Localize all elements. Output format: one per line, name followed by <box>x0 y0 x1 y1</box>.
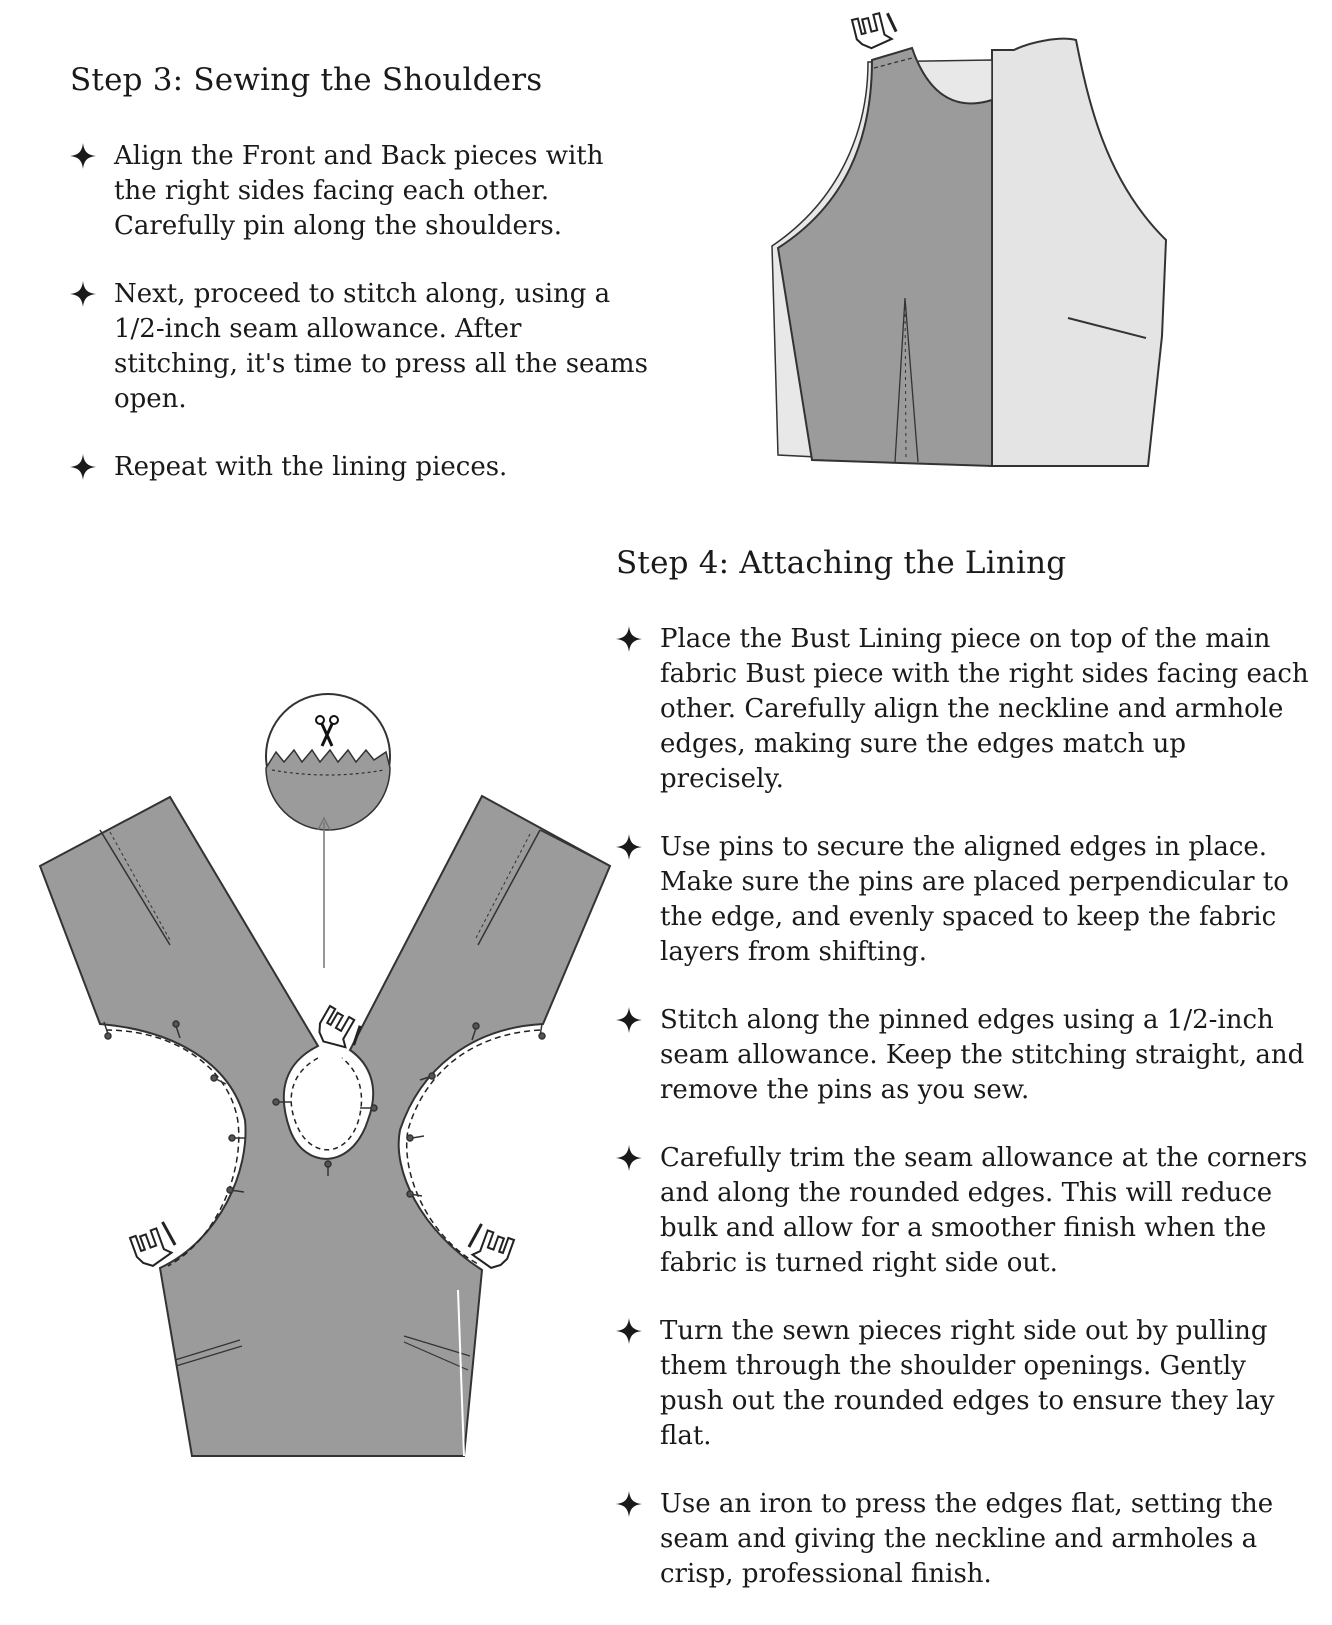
list-item <box>616 830 1316 970</box>
four-point-star-icon <box>616 1007 642 1033</box>
lining-attach-illustration <box>30 680 630 1470</box>
list-item <box>70 139 650 244</box>
step-text: Next, proceed to stitch along, using a 1/2-inch seam allowance. After stitching, it's time to press all the seams open. <box>114 279 648 414</box>
four-point-star-icon <box>616 1145 642 1171</box>
list-item <box>616 1314 1316 1454</box>
step-text: Turn the sewn pieces right side out by pulling them through the shoulder openings. Gently push out the rounded edges to ensure they lay flat. <box>660 1316 1275 1451</box>
list-item <box>616 1141 1316 1281</box>
list-item <box>70 277 650 417</box>
four-point-star-icon <box>616 1318 642 1344</box>
presser-foot-icon <box>852 10 899 51</box>
list-item <box>616 1487 1316 1592</box>
step-text: Repeat with the lining pieces. <box>114 452 508 482</box>
four-point-star-icon <box>70 454 96 480</box>
step-text: Place the Bust Lining piece on top of the main fabric Bust piece with the right sides facing each other. Carefully align the neckline and armhole edges, making sure the edges match up precisely. <box>660 624 1309 794</box>
step-text: Carefully trim the seam allowance at the corners and along the rounded edges. This will reduce bulk and allow for a smoother finish when the fabric is turned right side out. <box>660 1143 1308 1278</box>
seam-clip-detail <box>266 694 390 830</box>
four-point-star-icon <box>70 281 96 307</box>
front-piece <box>778 48 992 466</box>
step-text: Align the Front and Back pieces with the right sides facing each other. Carefully pin along the shoulders. <box>114 141 604 241</box>
list-item <box>616 622 1316 797</box>
step-text: Use pins to secure the aligned edges in place. Make sure the pins are placed perpendicular to the edge, and evenly spaced to keep the fabric layers from shifting. <box>660 832 1289 967</box>
four-point-star-icon <box>70 143 96 169</box>
four-point-star-icon <box>616 834 642 860</box>
step3-title: Step 3: Sewing the Shoulders <box>70 62 543 98</box>
list-item <box>70 450 650 485</box>
shoulder-seam-illustration <box>760 10 1180 480</box>
back-piece <box>992 39 1166 466</box>
step3-list <box>70 139 650 518</box>
bust-piece <box>40 796 610 1456</box>
four-point-star-icon <box>616 1491 642 1517</box>
step-text: Use an iron to press the edges flat, setting the seam and giving the neckline and armholes a crisp, professional finish. <box>660 1489 1274 1589</box>
list-item <box>616 1003 1316 1108</box>
step-text: Stitch along the pinned edges using a 1/2-inch seam allowance. Keep the stitching straight, and remove the pins as you sew. <box>660 1005 1305 1105</box>
step4-title: Step 4: Attaching the Lining <box>616 545 1067 581</box>
four-point-star-icon <box>616 626 642 652</box>
step4-list <box>616 622 1316 1625</box>
